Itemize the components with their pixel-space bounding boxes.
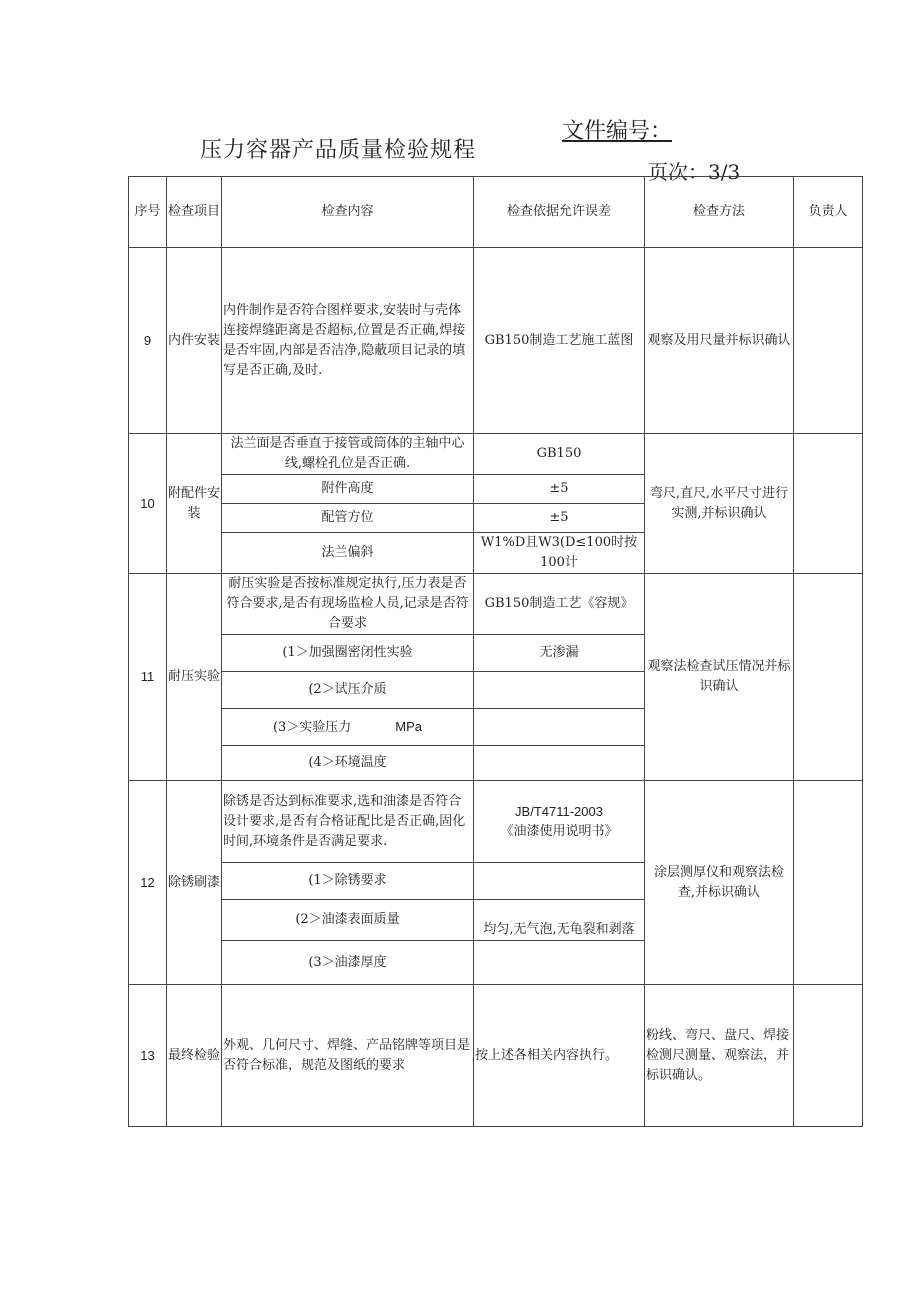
header-seq: 序号 <box>129 177 167 248</box>
row-owner <box>794 781 863 985</box>
paint-manual: 《油漆使用说明书》 <box>500 823 618 839</box>
row-content: 法兰偏斜 <box>222 533 474 574</box>
row-basis: W1%D且W3(D≤100时按100计 <box>474 533 645 574</box>
row-seq: 13 <box>129 985 167 1127</box>
table-row <box>129 248 863 434</box>
row-method: 弯尺,直尺,水平尺寸进行实测,并标识确认 <box>645 434 794 574</box>
test-pressure-unit: MPa <box>395 718 423 734</box>
row-item: 最终检验 <box>167 985 222 1127</box>
row-method: 粉线、弯尺、盘尺、焊接检测尺测量、观察法，并标识确认。 <box>645 985 794 1127</box>
row-content: 外观、几何尺寸、焊缝、产品铭牌等项目是否符合标准，规范及图纸的要求 <box>222 985 474 1127</box>
row-basis <box>474 746 645 781</box>
row-basis <box>474 863 645 900</box>
row-seq: 10 <box>129 434 167 574</box>
table-row <box>129 985 863 1127</box>
header-content: 检查内容 <box>222 177 474 248</box>
header-method: 检查方法 <box>645 177 794 248</box>
row-content: (2＞试压介质 <box>222 672 474 709</box>
row-method: 观察法检查试压情况并标识确认 <box>645 574 794 781</box>
header-owner: 负责人 <box>794 177 863 248</box>
row-basis: GB150制造工艺《容规》 <box>474 574 645 635</box>
row-basis <box>474 941 645 985</box>
row-basis: ±5 <box>474 504 645 533</box>
row-content: (4＞环境温度 <box>222 746 474 781</box>
row-item: 附配件安装 <box>167 434 222 574</box>
row-seq: 11 <box>129 574 167 781</box>
table-row <box>129 574 863 635</box>
row-seq: 9 <box>129 248 167 434</box>
row-basis <box>474 781 645 863</box>
row-content: 除锈是否达到标准要求,选和油漆是否符合设计要求,是否有合格证配比是否正确,固化时间,环境条件是否满足要求. <box>222 781 474 863</box>
row-owner <box>794 574 863 781</box>
row-owner <box>794 248 863 434</box>
row-owner <box>794 985 863 1127</box>
row-basis: GB150 <box>474 434 645 475</box>
row-content: (1＞加强圈密闭性实验 <box>222 635 474 672</box>
row-seq: 12 <box>129 781 167 985</box>
row-basis: GB150制造工艺施工蓝图 <box>474 248 645 434</box>
row-content: (3＞油漆厚度 <box>222 941 474 985</box>
row-method: 观察及用尺量并标识确认 <box>645 248 794 434</box>
row-basis: 按上述各相关内容执行。 <box>474 985 645 1127</box>
row-content: 法兰面是否垂直于接管或筒体的主轴中心线,螺栓孔位是否正确. <box>222 434 474 475</box>
table-header-row <box>129 177 863 248</box>
header-item: 检查项目 <box>167 177 222 248</box>
inspection-table <box>128 176 863 1127</box>
row-content: 附件高度 <box>222 475 474 504</box>
row-basis <box>474 672 645 709</box>
row-item: 内件安装 <box>167 248 222 434</box>
row-basis: ±5 <box>474 475 645 504</box>
row-content: 耐压实验是否按标准规定执行,压力表是否符合要求,是否有现场监检人员,记录是否符合要求 <box>222 574 474 635</box>
row-owner <box>794 434 863 574</box>
table-row <box>129 781 863 863</box>
test-pressure-label: (3＞实验压力 <box>272 719 352 735</box>
row-content <box>222 709 474 746</box>
row-item: 耐压实验 <box>167 574 222 781</box>
row-content: 内件制作是否符合图样要求,安装时与壳体连接焊缝距离是否超标,位置是否正确,焊接是否牢固,内部是否洁净,隐蔽项目记录的填写是否正确,及时. <box>222 248 474 434</box>
table-row <box>129 434 863 475</box>
row-content: 配管方位 <box>222 504 474 533</box>
row-basis: 无渗漏 <box>474 635 645 672</box>
document-number-label: 文件编号： <box>562 119 673 144</box>
row-method: 涂层测厚仪和观察法检查,并标识确认 <box>645 781 794 985</box>
row-content: (1＞除锈要求 <box>222 863 474 900</box>
row-basis: 均匀,无气泡,无龟裂和剥落 <box>474 900 645 941</box>
row-content: (2＞油漆表面质量 <box>222 900 474 941</box>
page-title: 压力容器产品质量检验规程 <box>200 138 477 163</box>
row-item: 除锈刷漆 <box>167 781 222 985</box>
header-basis: 检查依据允许误差 <box>474 177 645 248</box>
row-basis <box>474 709 645 746</box>
page-number: 页次：3/3 <box>648 160 741 184</box>
standard-code: JB/T4711-2003 <box>515 803 603 819</box>
